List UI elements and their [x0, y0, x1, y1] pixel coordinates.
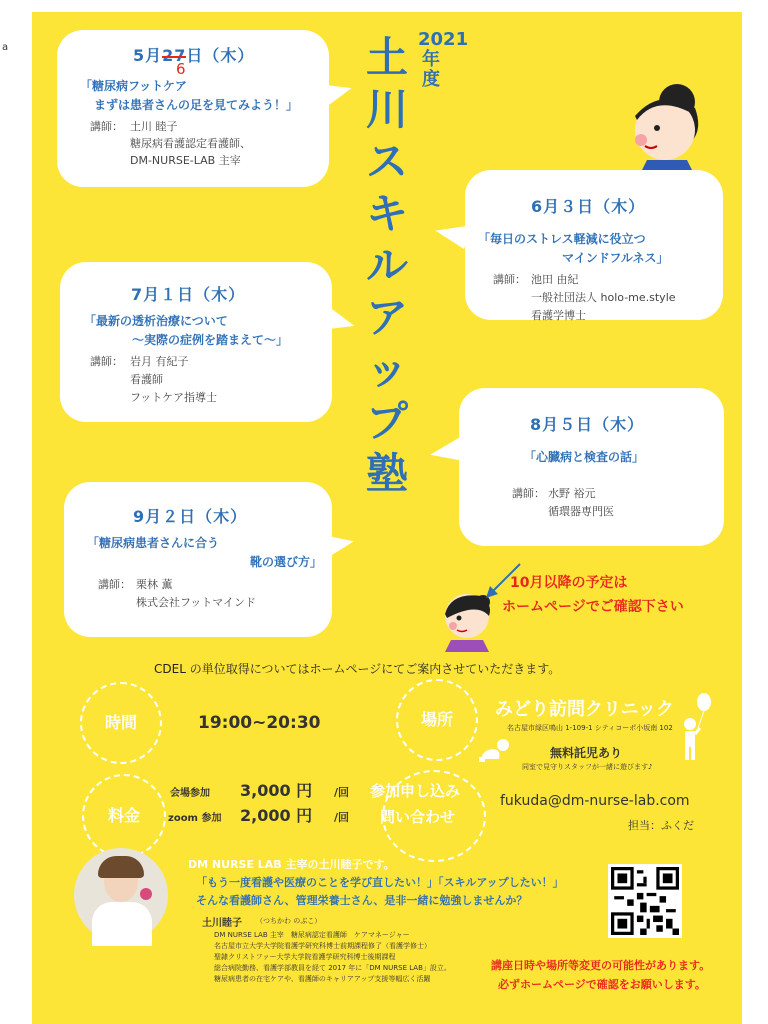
session-date-may: 5月27 日（木）: [133, 46, 255, 65]
corner-mark: a: [2, 42, 9, 53]
contact-email[interactable]: fukuda@dm-nurse-lab.com: [500, 793, 690, 809]
footer-notice-line: 講座日時や場所等変更の可能性があります。: [491, 959, 711, 972]
clinic-address: 名古屋市緑区鳴山 1-109-1 シティコーポ小坂南 102: [507, 724, 673, 732]
session-topic-line: 「糖尿病患者さんに合う: [87, 536, 220, 550]
childcare-note: 同室で見守りスタッフが一緒に遊びます♪: [522, 763, 653, 771]
qr-code[interactable]: [608, 864, 682, 938]
date-correction: 6: [176, 60, 186, 78]
lecturer-detail: DM-NURSE-LAB 主宰: [130, 154, 241, 167]
host-profile-line: DM NURSE LAB 主宰 糖尿病認定看護師 ケアマネージャー: [214, 931, 410, 939]
fee-unit: /回: [334, 786, 350, 799]
session-date-july: 7月１日（木）: [131, 285, 246, 304]
bubble-tail: [322, 530, 356, 559]
host-profile-line: 聖隷クリストファー大学大学院看護学研究科博士後期課程: [214, 953, 396, 961]
lecturer-name: 水野 裕元: [548, 487, 596, 500]
host-intro-line: DM NURSE LAB 主宰の土川睦子です。: [188, 858, 395, 871]
contact-label-line: 参加申し込み: [370, 782, 461, 800]
year-label: 2021年度: [418, 29, 469, 90]
session-date-september: 9月２日（木）: [133, 507, 248, 526]
lecturer-name: 栗林 薫: [136, 578, 173, 591]
session-topic-line: ～実際の症例を踏まえて～」: [132, 333, 289, 347]
fee-amount: 3,000 円: [240, 781, 313, 800]
clinic-name: みどり訪問クリニック: [495, 699, 674, 720]
lecturer-detail: 循環器専門医: [548, 505, 614, 518]
poster: [2, 12, 742, 1024]
october-notice-line: 10月以降の予定は: [510, 575, 628, 591]
session-topic-line: 「心臓病と検査の話」: [524, 450, 645, 464]
session-date-august: 8月５日（木）: [530, 415, 645, 434]
host-photo: [74, 848, 168, 942]
session-topic-line: 「糖尿病フットケア: [80, 79, 187, 93]
host-profile-line: 名古屋市立大学大学院看護学研究科博士前期課程修了（看護学修士）: [214, 942, 431, 950]
childcare-label: 無料託児あり: [550, 746, 623, 760]
host-profile-line: 総合病院勤務、看護学部教員を経て 2017 年に「DM NURSE LAB」設立。: [214, 964, 451, 972]
host-name: 土川睦子: [202, 918, 242, 929]
fee-unit: /回: [334, 811, 350, 824]
bubble-tail: [433, 219, 469, 249]
fee-amount: 2,000 円: [240, 806, 313, 825]
lecturer-detail: 一般社団法人 holo-me.style: [531, 291, 676, 304]
session-topic-line: 「毎日のストレス軽減に役立つ: [478, 232, 646, 246]
october-notice-line: ホームページでご確認下さい: [502, 599, 684, 615]
session-topic-line: 「最新の透析治療について: [84, 314, 228, 328]
woman-illustration-icon: [617, 80, 717, 180]
fee-kind: zoom 参加: [168, 813, 222, 824]
lecturer-label: 講師：: [90, 120, 123, 133]
baby-icon: [477, 737, 511, 763]
lecturer-name: 池田 由紀: [531, 273, 579, 286]
lecturer-detail: 看護師: [130, 373, 163, 386]
lecturer-detail: フットケア指導士: [130, 391, 218, 404]
lecturer-name: 土川 睦子: [130, 120, 178, 133]
lecturer-label: 講師：: [98, 578, 131, 591]
session-date-june: 6月３日（木）: [531, 197, 646, 216]
lecturer-label: 講師：: [512, 487, 545, 500]
contact-label-line: 問い合わせ: [380, 808, 456, 826]
contact-person: 担当：ふくだ: [628, 819, 694, 832]
session-topic-line: マインドフルネス」: [562, 251, 669, 265]
fee-kind: 会場参加: [170, 788, 210, 799]
host-intro-line: 「もう一度看護や医療のことを学び直したい！」「スキルアップしたい！」: [196, 876, 564, 889]
qr-code-icon: [611, 867, 679, 935]
fee-label: 料金: [107, 806, 140, 825]
lecturer-detail: 糖尿病看護認定看護師、: [130, 137, 251, 150]
poster-title: 土川スキルアップ塾: [365, 33, 408, 498]
host-intro-line: そんな看護師さん、管理栄養士さん、是非一緒に勉強しませんか？: [196, 894, 528, 907]
child-with-balloon-icon: [678, 692, 714, 762]
session-topic-line: 靴の選び方」: [250, 555, 323, 569]
lecturer-label: 講師：: [493, 273, 526, 286]
lecturer-detail: 株式会社フットマインド: [136, 596, 257, 609]
host-name-reading: （つちかわ のぶこ）: [256, 917, 322, 925]
session-topic-line: まずは患者さんの足を見てみよう！」: [94, 98, 299, 112]
venue-label: 場所: [420, 710, 453, 729]
time-value: 19:00~20:30: [198, 713, 321, 733]
host-profile-line: 糖尿病患者の在宅ケアや、看護師のキャリアアップ支援等幅広く活躍: [214, 975, 431, 983]
cdel-note: CDEL の単位取得についてはホームページにてご案内させていただきます。: [154, 662, 561, 676]
footer-notice-line: 必ずホームページで確認をお願いします。: [498, 978, 706, 991]
time-label: 時間: [104, 713, 137, 732]
lecturer-label: 講師：: [90, 355, 123, 368]
lecturer-name: 岩月 有紀子: [130, 355, 189, 368]
lecturer-detail: 看護学博士: [531, 309, 586, 322]
